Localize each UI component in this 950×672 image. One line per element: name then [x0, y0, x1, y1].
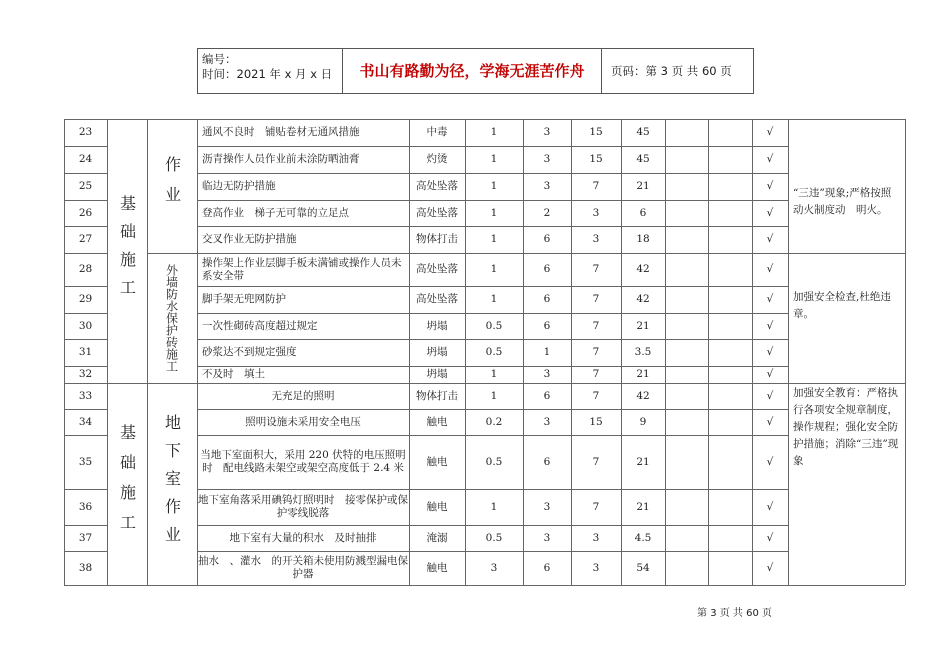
value-l: 3 — [490, 561, 498, 574]
check-mark: √ — [766, 368, 774, 380]
value-d: 45 — [636, 153, 650, 165]
value-e: 6 — [543, 293, 551, 305]
row-number: 34 — [78, 415, 93, 428]
value-l: 1 — [490, 389, 498, 402]
section-label-sub-b: 外墙防水保护砖施工 — [164, 264, 179, 372]
section-label-sub-a-cell — [147, 119, 197, 253]
value-c: 7 — [592, 455, 600, 468]
value-e: 3 — [543, 531, 551, 544]
grid-line — [64, 585, 107, 586]
hazard-description: 不及时 填土 — [202, 368, 265, 380]
row-number: 37 — [78, 531, 93, 544]
hazard-description: 沥青操作人员作业前未涂防晒油膏 — [202, 153, 360, 165]
row-number: 32 — [78, 368, 93, 380]
check-mark: √ — [766, 561, 774, 574]
accident-type: 物体打击 — [416, 233, 458, 245]
section-label-main-b-cell — [107, 383, 147, 585]
row-number: 38 — [78, 561, 93, 574]
value-c: 7 — [592, 389, 600, 402]
accident-type: 触电 — [426, 500, 448, 513]
value-d: 54 — [636, 561, 650, 574]
value-d: 21 — [636, 180, 650, 192]
accident-type: 中毒 — [426, 126, 448, 138]
time-label: 时间：2021 年 x 月 x 日 — [202, 67, 333, 81]
value-e: 6 — [543, 263, 551, 275]
measure-note-3: 加强安全教育：严格执行各项安全规章制度，操作规程；强化安全防护措施；消除“三违”现象 — [793, 387, 899, 467]
check-mark: √ — [766, 531, 774, 544]
value-c: 7 — [592, 346, 600, 358]
accident-type: 触电 — [426, 561, 448, 574]
check-mark: √ — [766, 206, 774, 219]
accident-type: 高处坠落 — [416, 263, 458, 275]
hazard-description: 地下室角落采用碘钨灯照明时 接零保护或保护零线脱落 — [198, 494, 408, 519]
value-d: 3.5 — [634, 346, 652, 358]
value-c: 7 — [592, 293, 600, 305]
number-label: 编号： — [202, 52, 237, 66]
row-number: 29 — [78, 293, 93, 305]
hazard-description: 脚手架无兜网防护 — [202, 293, 286, 305]
value-c: 7 — [592, 500, 600, 513]
section-label-main-a: 基础施工 — [117, 195, 137, 307]
section-label-sub-a: 作业 — [162, 156, 182, 216]
grid-line — [197, 585, 788, 586]
value-l: 0.5 — [485, 455, 503, 468]
grid-line — [665, 119, 666, 585]
check-mark: √ — [766, 263, 774, 275]
value-c: 3 — [592, 233, 600, 245]
value-c: 3 — [592, 561, 600, 574]
accident-type: 物体打击 — [416, 389, 458, 402]
row-number: 25 — [78, 180, 93, 192]
value-c: 3 — [592, 531, 600, 544]
row-number: 28 — [78, 263, 93, 275]
check-mark: √ — [766, 346, 774, 358]
value-l: 1 — [490, 233, 498, 245]
accident-type: 淹溺 — [426, 531, 448, 544]
grid-line — [905, 119, 906, 585]
value-l: 1 — [490, 368, 498, 380]
value-d: 21 — [636, 500, 650, 513]
motto: 书山有路勤为径，学海无涯苦作舟 — [343, 49, 602, 93]
hazard-description: 临边无防护措施 — [202, 180, 276, 192]
value-l: 0.5 — [485, 319, 503, 332]
value-e: 2 — [543, 206, 551, 219]
value-d: 42 — [636, 263, 650, 275]
accident-type: 坍塌 — [426, 319, 448, 332]
check-mark: √ — [766, 319, 774, 332]
value-l: 0.5 — [485, 346, 503, 358]
accident-type: 触电 — [426, 455, 448, 468]
row-number: 36 — [78, 500, 93, 513]
hazard-description: 当地下室面积大，采用 220 伏特的电压照明时 配电线路未架空或架空高度低于 2.4 米 — [200, 449, 406, 474]
row-number: 27 — [78, 233, 93, 245]
section-label-sub-b-cell — [147, 253, 197, 383]
value-e: 3 — [543, 415, 551, 428]
hazard-description: 砂浆达不到规定强度 — [202, 346, 297, 358]
value-l: 1 — [490, 293, 498, 305]
grid-line — [708, 119, 709, 585]
row-number: 26 — [78, 206, 93, 219]
accident-type: 高处坠落 — [416, 180, 458, 192]
value-c: 7 — [592, 263, 600, 275]
value-l: 1 — [490, 180, 498, 192]
value-d: 42 — [636, 293, 650, 305]
accident-type: 触电 — [426, 415, 448, 428]
value-l: 1 — [490, 263, 498, 275]
hazard-description: 地下室有大量的积水 及时抽排 — [229, 531, 377, 544]
value-d: 21 — [636, 368, 650, 380]
value-c: 7 — [592, 319, 600, 332]
check-mark: √ — [766, 153, 774, 165]
value-c: 7 — [592, 180, 600, 192]
accident-type: 高处坠落 — [416, 293, 458, 305]
hazard-description: 抽水 、灌水 的开关箱未使用防溅型漏电保护器 — [198, 555, 408, 580]
row-number: 23 — [78, 126, 93, 138]
value-e: 6 — [543, 389, 551, 402]
value-d: 4.5 — [634, 531, 652, 544]
value-e: 6 — [543, 561, 551, 574]
hazard-description: 一次性砌砖高度超过规定 — [202, 319, 318, 332]
check-mark: √ — [766, 389, 774, 402]
hazard-description: 通风不良时 铺贴卷材无通风措施 — [202, 126, 360, 138]
section-label-main-a-cell — [107, 119, 147, 383]
value-l: 1 — [490, 500, 498, 513]
value-e: 3 — [543, 153, 551, 165]
hazard-description: 交叉作业无防护措施 — [202, 233, 297, 245]
value-c: 15 — [589, 126, 603, 138]
accident-type: 高处坠落 — [416, 206, 458, 219]
hazard-description: 照明设施未采用安全电压 — [245, 415, 361, 428]
check-mark: √ — [766, 500, 774, 513]
value-e: 6 — [543, 233, 551, 245]
row-number: 24 — [78, 153, 93, 165]
value-e: 1 — [543, 346, 551, 358]
value-d: 21 — [636, 455, 650, 468]
check-mark: √ — [766, 180, 774, 192]
hazard-description: 登高作业 梯子无可靠的立足点 — [202, 206, 349, 219]
check-mark: √ — [766, 126, 774, 138]
measure-note-2: 加强安全检查,杜绝违章。 — [793, 291, 891, 320]
value-l: 0.5 — [485, 531, 503, 544]
check-mark: √ — [766, 415, 774, 428]
value-d: 45 — [636, 126, 650, 138]
measure-note-1: “三违”现象;严格按照动火制度动 明火。 — [793, 187, 892, 216]
value-d: 21 — [636, 319, 650, 332]
value-l: 0.2 — [485, 415, 503, 428]
accident-type: 灼烫 — [426, 153, 448, 165]
value-c: 15 — [589, 153, 603, 165]
value-l: 1 — [490, 126, 498, 138]
value-c: 15 — [589, 415, 603, 428]
value-e: 6 — [543, 319, 551, 332]
section-label-main-b: 基础施工 — [117, 424, 137, 544]
value-l: 1 — [490, 206, 498, 219]
section-label-sub-c: 地下室作业 — [162, 414, 182, 554]
hazard-description: 无充足的照明 — [271, 389, 335, 402]
value-c: 7 — [592, 368, 600, 380]
accident-type: 坍塌 — [426, 346, 448, 358]
grid-line — [788, 585, 905, 586]
value-d: 6 — [639, 206, 647, 219]
check-mark: √ — [766, 293, 774, 305]
section-label-sub-c-cell — [147, 383, 197, 585]
value-d: 18 — [636, 233, 650, 245]
page-footer: 第 3 页 共 60 页 — [697, 608, 772, 619]
row-number: 33 — [78, 389, 93, 402]
value-d: 9 — [639, 415, 647, 428]
value-e: 6 — [543, 455, 551, 468]
hazard-description: 操作架上作业层脚手板未满铺或操作人员未系安全带 — [202, 256, 402, 282]
value-e: 3 — [543, 180, 551, 192]
value-e: 3 — [543, 126, 551, 138]
value-c: 3 — [592, 206, 600, 219]
check-mark: √ — [766, 233, 774, 245]
value-d: 42 — [636, 389, 650, 402]
row-number: 30 — [78, 319, 93, 332]
value-l: 1 — [490, 153, 498, 165]
row-number: 31 — [78, 346, 93, 358]
grid-line — [107, 585, 197, 586]
value-e: 3 — [543, 500, 551, 513]
row-number: 35 — [78, 455, 93, 468]
accident-type: 坍塌 — [426, 368, 448, 380]
page-number: 页码：第 3 页 共 60 页 — [611, 64, 732, 78]
check-mark: √ — [766, 455, 774, 468]
value-e: 3 — [543, 368, 551, 380]
